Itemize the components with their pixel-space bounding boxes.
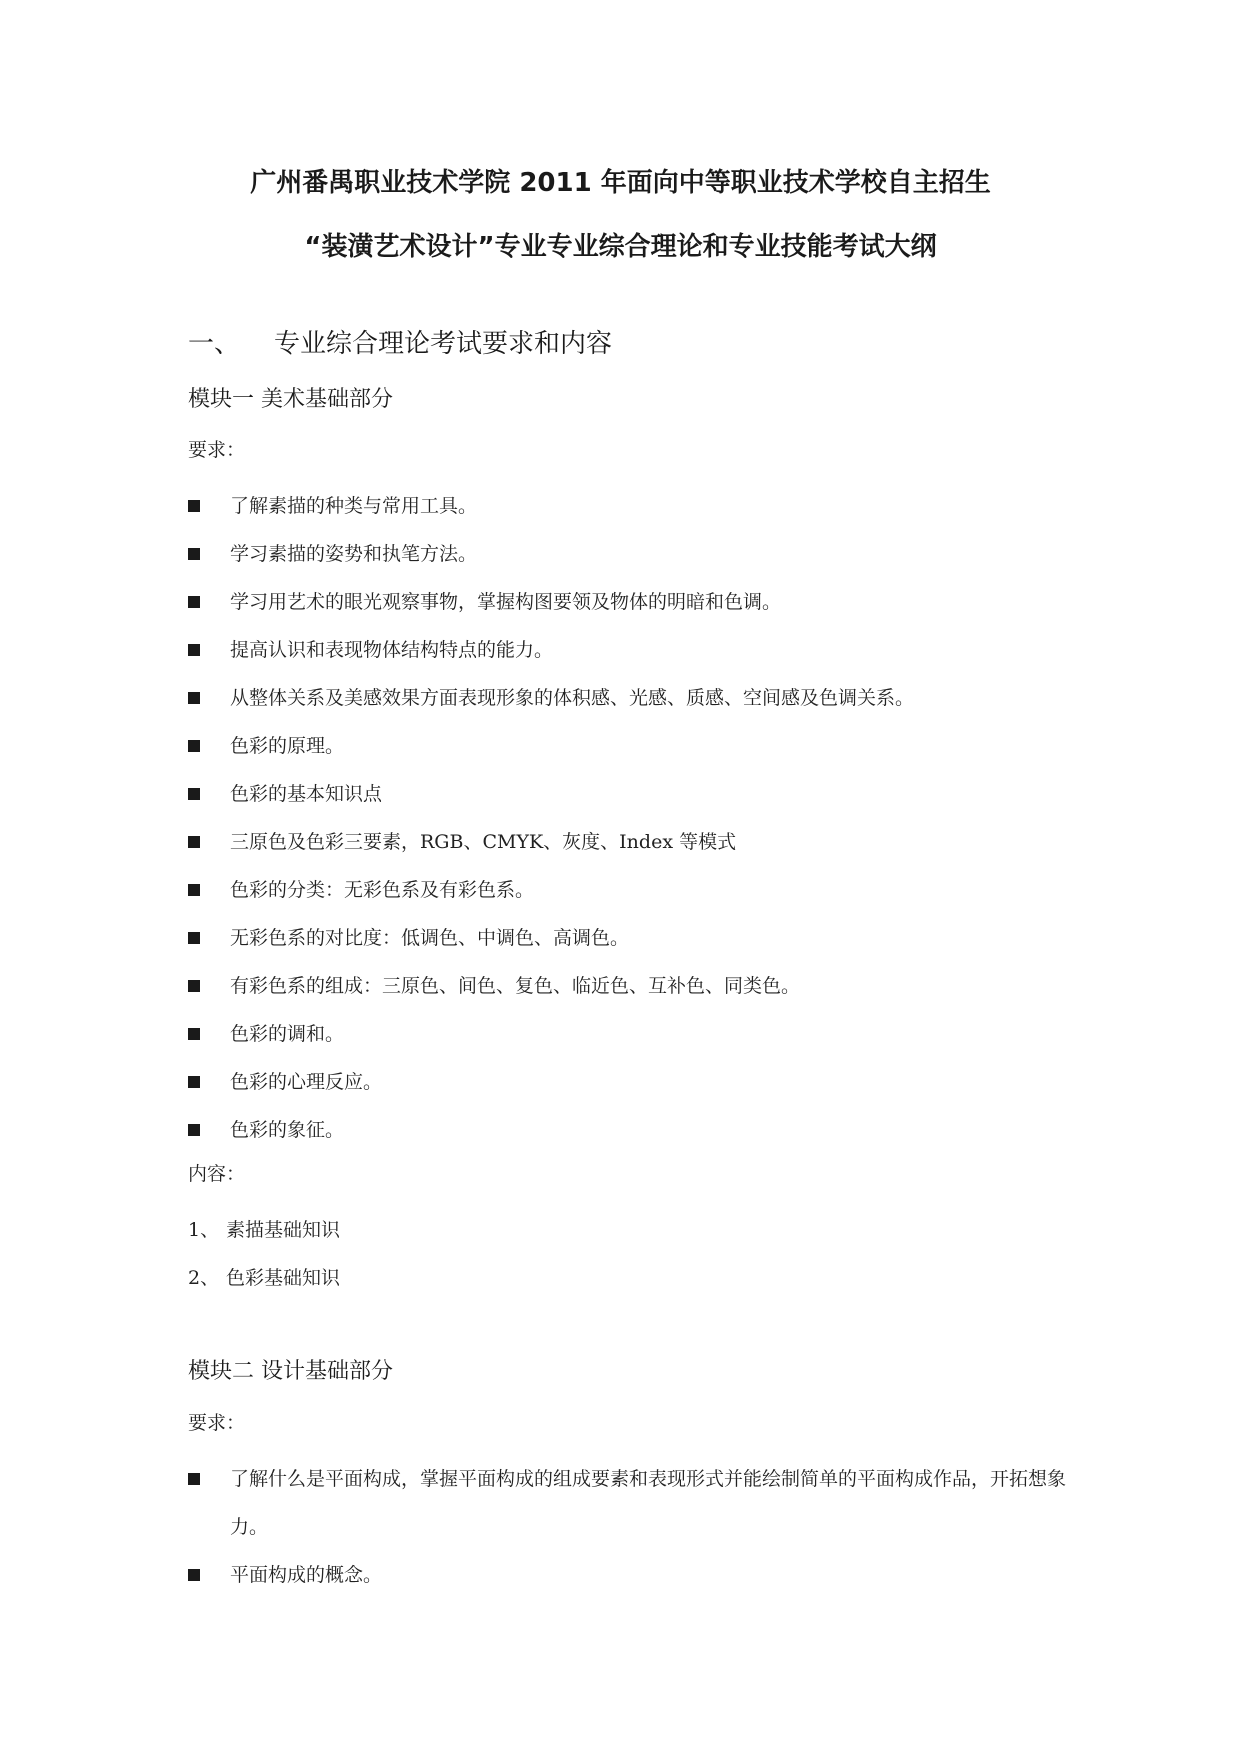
list-item-text: 色彩的象征。	[230, 1119, 345, 1141]
module-2-requirements-label: 要求：	[188, 1412, 246, 1434]
list-item	[188, 530, 914, 578]
square-bullet-icon	[188, 500, 200, 512]
square-bullet-icon	[188, 884, 200, 896]
list-item-text: 色彩的分类：无彩色系及有彩色系。	[230, 879, 535, 901]
list-item-text: 有彩色系的组成：三原色、间色、复色、临近色、互补色、同类色。	[230, 975, 801, 997]
list-item	[188, 770, 914, 818]
item-number: 1、	[188, 1219, 220, 1241]
list-item-text: 了解素描的种类与常用工具。	[230, 495, 478, 517]
square-bullet-icon	[188, 596, 200, 608]
list-item-text: 学习用艺术的眼光观察事物，掌握构图要领及物体的明暗和色调。	[230, 591, 782, 613]
square-bullet-icon	[188, 980, 200, 992]
list-item	[188, 482, 914, 530]
square-bullet-icon	[188, 932, 200, 944]
list-item	[188, 722, 914, 770]
list-item	[188, 1551, 1100, 1599]
module-1-content-label: 内容：	[188, 1163, 246, 1185]
document-title-line-1: 广州番禺职业技术学院 2011 年面向中等职业技术学校自主招生	[250, 168, 991, 198]
list-item	[188, 674, 914, 722]
square-bullet-icon	[188, 1569, 200, 1581]
list-item-text: 了解什么是平面构成，掌握平面构成的组成要素和表现形式并能绘制简单的平面构成作品，开拓想象力。	[230, 1468, 1067, 1538]
module-1-requirements-list	[188, 482, 914, 1154]
square-bullet-icon	[188, 644, 200, 656]
module-1-heading: 模块一 美术基础部分	[188, 387, 393, 412]
list-item-text: 学习素描的姿势和执笔方法。	[230, 543, 478, 565]
square-bullet-icon	[188, 548, 200, 560]
section-number: 一、	[188, 329, 241, 359]
item-text: 色彩基础知识	[226, 1267, 341, 1289]
module-1-requirements-label: 要求：	[188, 439, 246, 461]
module-2-heading: 模块二 设计基础部分	[188, 1359, 393, 1384]
numbered-item	[188, 1254, 340, 1302]
item-text: 素描基础知识	[226, 1219, 341, 1241]
list-item	[188, 1455, 1100, 1551]
list-item-text: 提高认识和表现物体结构特点的能力。	[230, 639, 554, 661]
list-item	[188, 866, 914, 914]
document-title-line-2: “装潢艺术设计”专业专业综合理论和专业技能考试大纲	[304, 232, 937, 262]
list-item-text: 色彩的调和。	[230, 1023, 345, 1045]
list-item-text: 无彩色系的对比度：低调色、中调色、高调色。	[230, 927, 630, 949]
list-item-text: 三原色及色彩三要素，RGB、CMYK、灰度、Index 等模式	[230, 831, 737, 853]
square-bullet-icon	[188, 1124, 200, 1136]
list-item	[188, 914, 914, 962]
list-item	[188, 1010, 914, 1058]
square-bullet-icon	[188, 836, 200, 848]
square-bullet-icon	[188, 1473, 200, 1485]
square-bullet-icon	[188, 692, 200, 704]
list-item-text: 平面构成的概念。	[230, 1564, 383, 1586]
list-item-text: 色彩的基本知识点	[230, 783, 383, 805]
square-bullet-icon	[188, 740, 200, 752]
item-number: 2、	[188, 1267, 220, 1289]
list-item	[188, 578, 914, 626]
list-item-text: 色彩的原理。	[230, 735, 345, 757]
square-bullet-icon	[188, 1028, 200, 1040]
module-1-content-list	[188, 1206, 340, 1302]
list-item-text: 从整体关系及美感效果方面表现形象的体积感、光感、质感、空间感及色调关系。	[230, 687, 915, 709]
square-bullet-icon	[188, 788, 200, 800]
list-item	[188, 626, 914, 674]
list-item	[188, 1106, 914, 1154]
list-item	[188, 818, 914, 866]
module-2-requirements-list	[188, 1455, 1100, 1599]
list-item-text: 色彩的心理反应。	[230, 1071, 383, 1093]
section-title: 专业综合理论考试要求和内容	[274, 329, 613, 359]
list-item	[188, 1058, 914, 1106]
section-heading	[188, 327, 612, 361]
list-item	[188, 962, 914, 1010]
square-bullet-icon	[188, 1076, 200, 1088]
numbered-item	[188, 1206, 340, 1254]
